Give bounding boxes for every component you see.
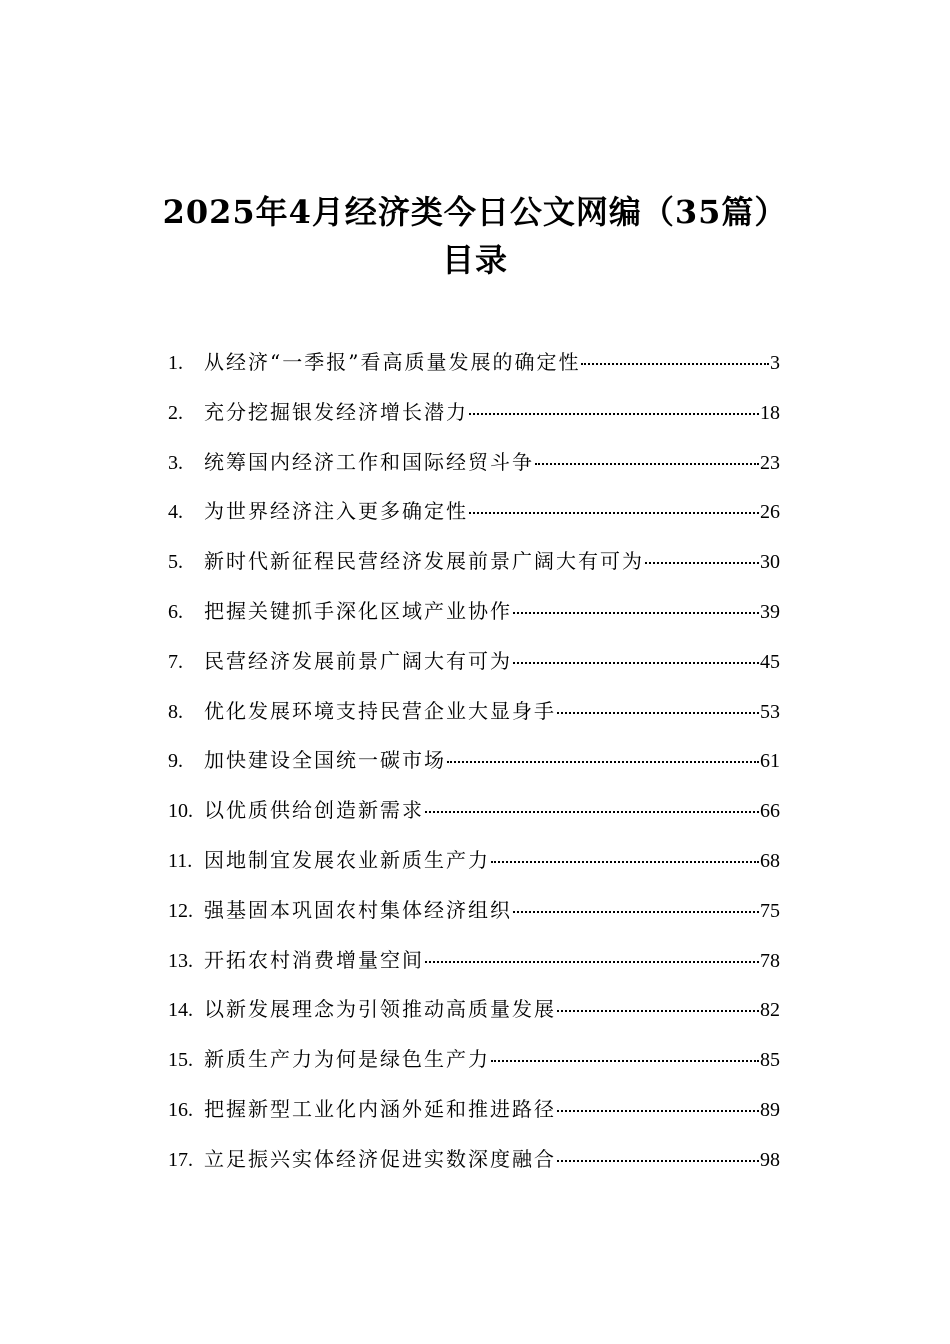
- toc-page-number: 45: [760, 650, 780, 673]
- toc-number: 4.: [168, 501, 183, 524]
- toc-title: 新时代新征程民营经济发展前景广阔大有可为: [204, 549, 644, 574]
- toc-title: 充分挖掘银发经济增长潜力: [204, 399, 468, 424]
- toc-number: 8.: [168, 700, 183, 723]
- toc-number: 10.: [168, 800, 193, 823]
- toc-page-number: 61: [760, 750, 780, 773]
- toc-entry[interactable]: [168, 840, 780, 890]
- toc-title: 因地制宜发展农业新质生产力: [204, 847, 490, 872]
- table-of-contents: [168, 342, 780, 1189]
- toc-number: 15.: [168, 1049, 193, 1072]
- toc-page-number: 85: [760, 1049, 780, 1072]
- toc-number: 16.: [168, 1098, 193, 1121]
- toc-entry[interactable]: [168, 890, 780, 940]
- toc-number: 5.: [168, 551, 183, 574]
- toc-entry[interactable]: [168, 940, 780, 990]
- toc-entry[interactable]: [168, 1139, 780, 1189]
- toc-entry[interactable]: [168, 541, 780, 591]
- toc-entry[interactable]: [168, 392, 780, 442]
- toc-title: 以新发展理念为引领推动高质量发展: [204, 997, 556, 1022]
- toc-title: 加快建设全国统一碳市场: [204, 748, 446, 773]
- toc-number: 2.: [168, 401, 183, 424]
- dot-leader: [469, 488, 759, 514]
- toc-entry[interactable]: [168, 1039, 780, 1089]
- toc-title: 从经济“一季报”看高质量发展的确定性: [204, 350, 581, 374]
- dot-leader: [447, 737, 759, 763]
- toc-title: 民营经济发展前景广阔大有可为: [204, 648, 512, 673]
- toc-entry[interactable]: [168, 989, 780, 1039]
- toc-heading: 目录: [441, 241, 508, 279]
- toc-number: 3.: [168, 451, 183, 474]
- toc-title: 优化发展环境支持民营企业大显身手: [204, 698, 556, 723]
- dot-leader: [557, 1086, 759, 1112]
- dot-leader: [535, 439, 759, 465]
- dot-leader: [513, 887, 759, 913]
- toc-page-number: 89: [760, 1098, 780, 1121]
- toc-title: 把握新型工业化内涵外延和推进路径: [204, 1096, 556, 1121]
- toc-number: 17.: [168, 1148, 193, 1171]
- toc-number: 6.: [168, 600, 183, 623]
- dot-leader: [557, 688, 759, 714]
- toc-entry[interactable]: [168, 691, 780, 741]
- dot-leader: [581, 339, 769, 365]
- toc-title: 立足振兴实体经济促进实数深度融合: [204, 1146, 556, 1171]
- toc-number: 1.: [168, 352, 183, 374]
- dot-leader: [645, 538, 759, 564]
- toc-page-number: 82: [760, 999, 780, 1022]
- toc-entry[interactable]: [168, 342, 780, 392]
- dot-leader: [557, 1136, 759, 1162]
- toc-title: 新质生产力为何是绿色生产力: [204, 1047, 490, 1072]
- toc-number: 12.: [168, 899, 193, 922]
- toc-title: 为世界经济注入更多确定性: [204, 499, 468, 524]
- toc-title: 强基固本巩固农村集体经济组织: [204, 897, 512, 922]
- toc-entry[interactable]: [168, 790, 780, 840]
- toc-entry[interactable]: [168, 442, 780, 492]
- toc-page-number: 30: [760, 551, 780, 574]
- toc-number: 11.: [168, 849, 193, 872]
- toc-title: 开拓农村消费增量空间: [204, 947, 424, 972]
- toc-page-number: 75: [760, 899, 780, 922]
- dot-leader: [425, 937, 759, 963]
- dot-leader: [491, 1036, 759, 1062]
- toc-page-number: 18: [760, 401, 780, 424]
- toc-entry[interactable]: [168, 641, 780, 691]
- dot-leader: [513, 638, 759, 664]
- toc-number: 7.: [168, 650, 183, 673]
- toc-page-number: 53: [760, 700, 780, 723]
- toc-title: 统筹国内经济工作和国际经贸斗争: [204, 449, 534, 474]
- toc-title: 以优质供给创造新需求: [204, 798, 424, 823]
- toc-page-number: 78: [760, 949, 780, 972]
- toc-entry[interactable]: [168, 1089, 780, 1139]
- toc-entry[interactable]: [168, 591, 780, 641]
- dot-leader: [425, 787, 759, 813]
- toc-entry[interactable]: [168, 740, 780, 790]
- toc-page-number: 23: [760, 451, 780, 474]
- toc-number: 13.: [168, 949, 193, 972]
- document-title: 2025年4月经济类今日公文网编（35篇）: [162, 193, 788, 231]
- toc-number: 9.: [168, 750, 183, 773]
- toc-page-number: 39: [760, 600, 780, 623]
- dot-leader: [469, 389, 759, 415]
- dot-leader: [557, 986, 759, 1012]
- toc-entry[interactable]: [168, 491, 780, 541]
- dot-leader: [491, 837, 759, 863]
- toc-page-number: 68: [760, 849, 780, 872]
- toc-number: 14.: [168, 999, 193, 1022]
- toc-title: 把握关键抓手深化区域产业协作: [204, 598, 512, 623]
- toc-page-number: 26: [760, 501, 780, 524]
- toc-page-number: 98: [760, 1148, 780, 1171]
- toc-page-number: 3: [770, 352, 780, 374]
- toc-page-number: 66: [760, 800, 780, 823]
- dot-leader: [513, 588, 759, 614]
